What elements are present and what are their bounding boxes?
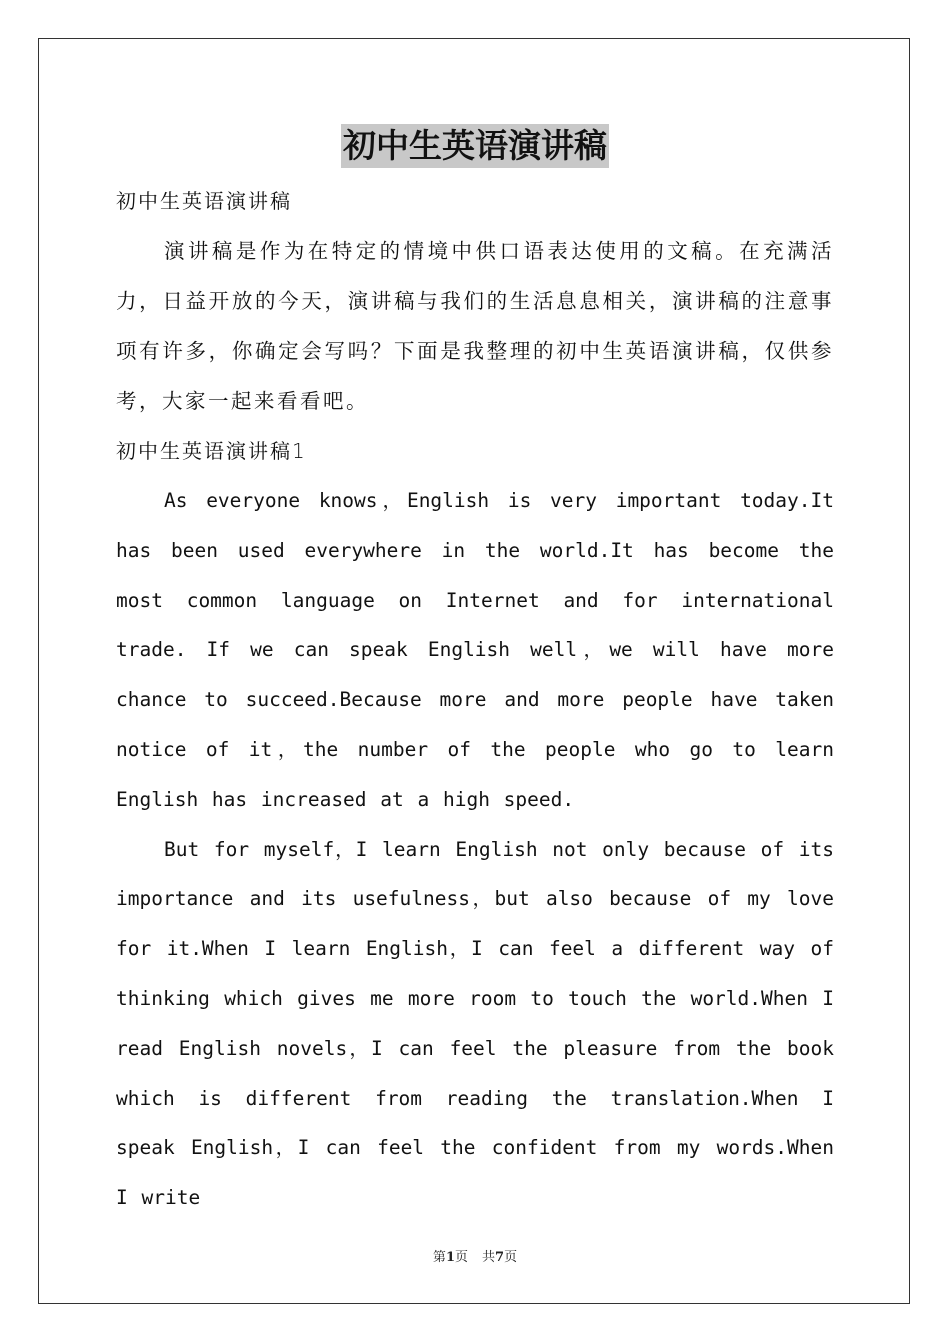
title-area	[0, 124, 950, 168]
document-subtitle: 初中生英语演讲稿	[116, 189, 292, 213]
total-prefix: 共	[482, 1250, 496, 1265]
page-footer	[0, 1246, 950, 1265]
page-current: 1	[445, 1250, 455, 1265]
document-body	[116, 176, 834, 1223]
total-suffix: 页	[504, 1250, 518, 1265]
intro-paragraph: 演讲稿是作为在特定的情境中供口语表达使用的文稿。在充满活力，日益开放的今天，演讲稿与我们的生活息息相关，演讲稿的注意事项有许多，你确定会写吗？下面是我整理的初中生英语演讲稿，仅供参考，大家一起来看看吧。	[116, 239, 834, 413]
body-paragraph-1: As everyone knows，English is very important today.It has been used everywhere in the world.It has become the most common language on Internet and for international trade. If we can speak English well，we will have more chance to succeed.Because more and more people have taken notice of it，the number of the people who go to learn English has increased at a high speed.	[116, 489, 834, 811]
section-title: 初中生英语演讲稿1	[116, 439, 307, 463]
page-prefix: 第	[432, 1250, 446, 1265]
page-total: 7	[495, 1250, 505, 1265]
body-paragraph-2: But for myself，I learn English not only because of its importance and its usefulness，but also because of my love for it.When I learn English，I can feel a different way of thinking which gives me more room to touch the world.When I read English novels，I can feel the pleasure from the book which is different from reading the translation.When I speak English，I can feel the confident from my words.When I write	[116, 837, 834, 1210]
document-title: 初中生英语演讲稿	[341, 124, 609, 168]
page-suffix: 页	[454, 1250, 468, 1265]
